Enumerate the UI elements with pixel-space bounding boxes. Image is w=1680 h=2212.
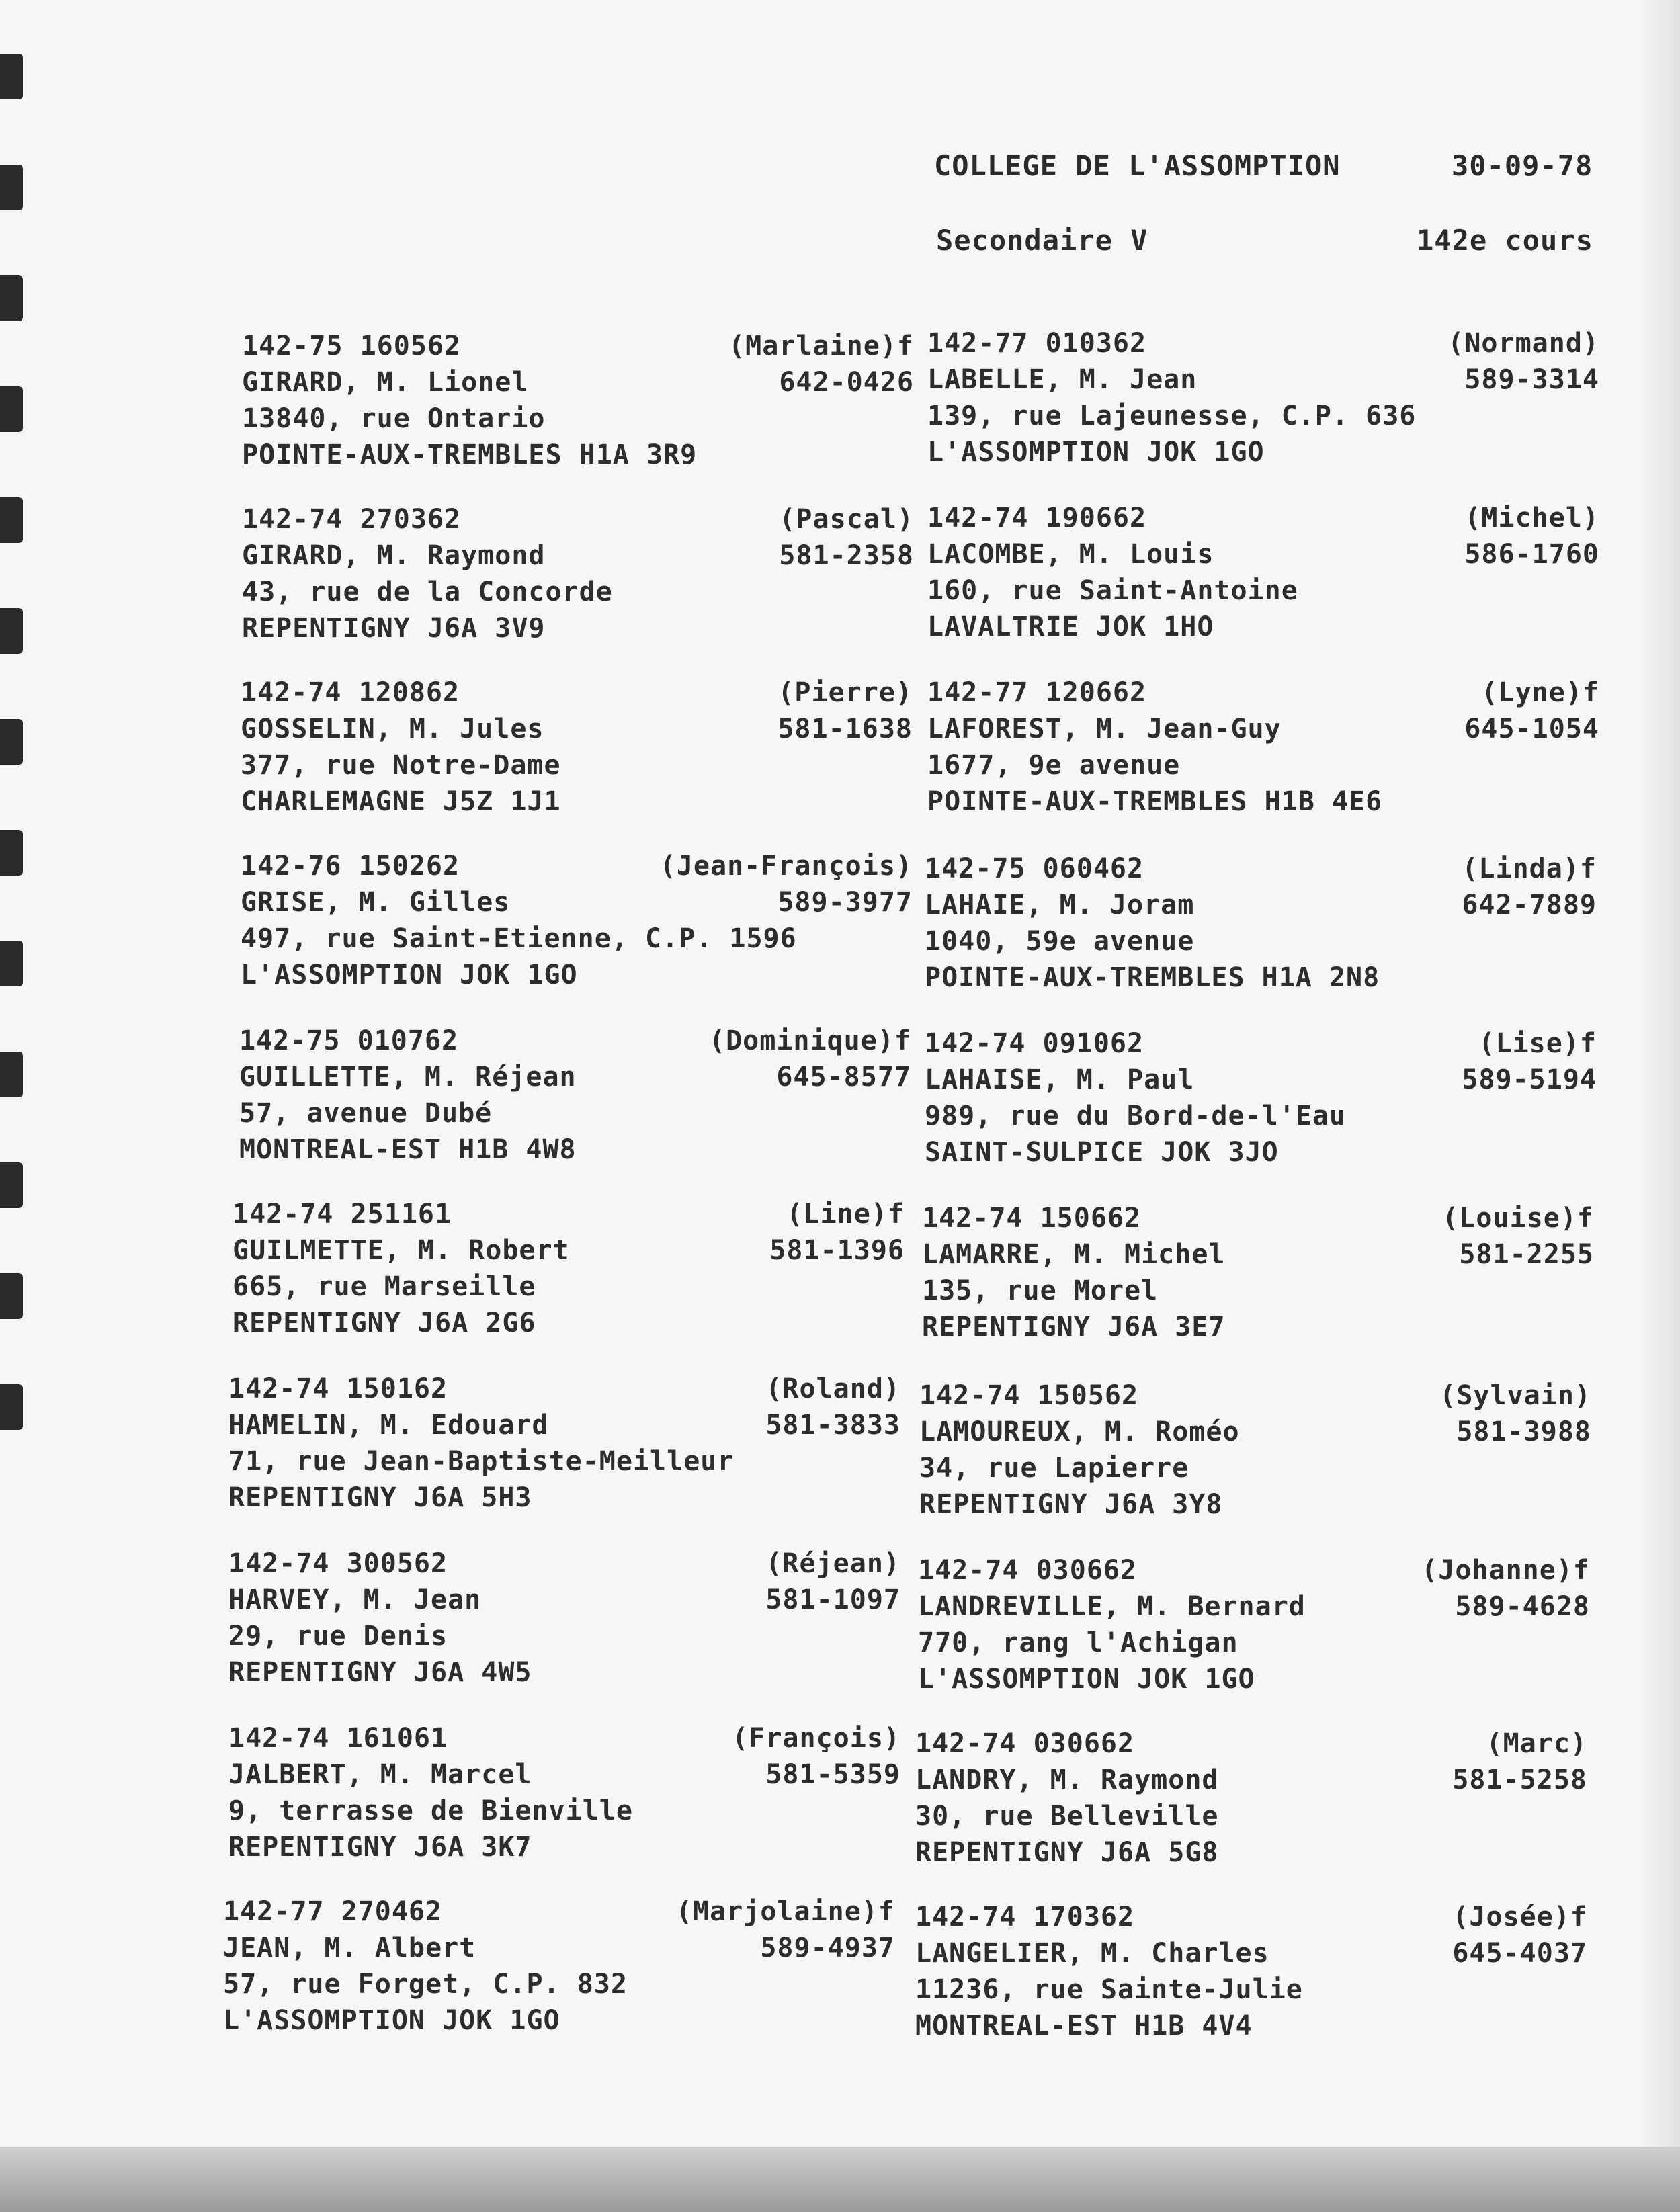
phone-number: 581-2255 <box>1459 1239 1594 1270</box>
student-entry <box>927 500 1599 654</box>
parent-name: JEAN, M. Albert <box>223 1932 476 1963</box>
student-code: 142-74 120862 <box>241 677 460 708</box>
binding-hole <box>0 941 23 986</box>
level-label: Secondaire V <box>936 224 1148 257</box>
parent-name: GUILLETTE, M. Réjean <box>239 1062 577 1093</box>
city-postal: POINTE-AUX-TREMBLES H1A 3R9 <box>242 439 698 470</box>
phone-number: 586-1760 <box>1464 539 1599 570</box>
student-code: 142-74 251161 <box>233 1199 452 1230</box>
student-entry <box>918 1552 1590 1707</box>
phone-number: 645-4037 <box>1452 1938 1587 1969</box>
city-postal: LAVALTRIE JOK 1HO <box>927 611 1214 642</box>
student-code: 142-74 150562 <box>919 1380 1139 1411</box>
phone-number: 581-1097 <box>765 1584 900 1615</box>
phone-number: 589-3977 <box>778 887 913 918</box>
student-first-name: (Pierre) <box>778 677 913 708</box>
city-postal: REPENTIGNY J6A 3Y8 <box>919 1489 1223 1520</box>
street-address: 160, rue Saint-Antoine <box>927 575 1298 606</box>
parent-name: LANGELIER, M. Charles <box>915 1938 1269 1969</box>
student-code: 142-74 030662 <box>918 1555 1138 1586</box>
parent-name: LAMOUREUX, M. Roméo <box>919 1416 1240 1447</box>
phone-number: 581-3988 <box>1456 1416 1591 1447</box>
student-entry <box>242 328 914 482</box>
student-first-name: (Roland) <box>765 1373 900 1404</box>
parent-name: LAHAIE, M. Joram <box>925 890 1195 921</box>
student-entry <box>241 675 913 829</box>
city-postal: L'ASSOMPTION JOK 1GO <box>241 960 578 990</box>
phone-number: 645-8577 <box>776 1062 911 1093</box>
institution-title: COLLEGE DE L'ASSOMPTION <box>934 149 1341 182</box>
student-entry <box>228 1720 900 1875</box>
phone-number: 589-3314 <box>1464 364 1599 395</box>
student-entry <box>925 1025 1597 1180</box>
phone-number: 642-7889 <box>1462 890 1597 921</box>
scan-bottom-edge <box>0 2147 1680 2212</box>
binding-hole <box>0 386 23 432</box>
phone-number: 589-5194 <box>1462 1064 1597 1095</box>
page-edge <box>1640 0 1680 2147</box>
parent-name: GIRARD, M. Lionel <box>242 367 529 398</box>
city-postal: REPENTIGNY J6A 3V9 <box>242 613 546 644</box>
city-postal: REPENTIGNY J6A 4W5 <box>228 1657 532 1688</box>
city-postal: POINTE-AUX-TREMBLES H1A 2N8 <box>925 962 1380 993</box>
student-first-name: (Louise)f <box>1442 1203 1594 1234</box>
student-code: 142-77 010362 <box>927 328 1147 359</box>
street-address: 71, rue Jean-Baptiste-Meilleur <box>228 1446 734 1477</box>
student-first-name: (Réjean) <box>765 1548 900 1579</box>
student-entry <box>915 1899 1587 2053</box>
city-postal: L'ASSOMPTION JOK 1GO <box>223 2005 560 2036</box>
student-code: 142-74 030662 <box>915 1728 1135 1759</box>
city-postal: REPENTIGNY J6A 3E7 <box>922 1312 1226 1343</box>
student-first-name: (Line)f <box>786 1199 905 1230</box>
phone-number: 581-1396 <box>769 1235 905 1266</box>
city-postal: CHARLEMAGNE J5Z 1J1 <box>241 786 561 817</box>
street-address: 34, rue Lapierre <box>919 1453 1189 1484</box>
student-code: 142-76 150262 <box>241 851 460 882</box>
student-first-name: (Dominique)f <box>709 1025 911 1056</box>
student-first-name: (Normand) <box>1447 328 1599 359</box>
parent-name: HAMELIN, M. Edouard <box>228 1410 549 1441</box>
student-entry <box>242 501 914 656</box>
student-code: 142-74 300562 <box>228 1548 448 1579</box>
binding-hole <box>0 497 23 543</box>
street-address: 139, rue Lajeunesse, C.P. 636 <box>927 400 1417 431</box>
binding-hole <box>0 830 23 876</box>
parent-name: LABELLE, M. Jean <box>927 364 1198 395</box>
binding-hole <box>0 1384 23 1430</box>
city-postal: L'ASSOMPTION JOK 1GO <box>927 437 1265 468</box>
parent-name: GUILMETTE, M. Robert <box>233 1235 570 1266</box>
student-code: 142-77 270462 <box>223 1896 443 1927</box>
parent-name: LANDRY, M. Raymond <box>915 1764 1219 1795</box>
parent-name: LACOMBE, M. Louis <box>927 539 1214 570</box>
student-code: 142-74 190662 <box>927 503 1147 534</box>
student-first-name: (Lise)f <box>1478 1028 1597 1059</box>
student-first-name: (Sylvain) <box>1439 1380 1591 1411</box>
phone-number: 581-5258 <box>1452 1764 1587 1795</box>
student-first-name: (Linda)f <box>1462 853 1597 884</box>
binding-hole <box>0 1052 23 1097</box>
city-postal: MONTREAL-EST H1B 4V4 <box>915 2010 1253 2041</box>
binding-hole <box>0 608 23 654</box>
student-entry <box>922 1200 1594 1355</box>
student-code: 142-74 150162 <box>228 1373 448 1404</box>
student-entry <box>925 851 1597 1005</box>
phone-number: 642-0426 <box>779 367 914 398</box>
street-address: 770, rang l'Achigan <box>918 1627 1238 1658</box>
student-code: 142-75 060462 <box>925 853 1144 884</box>
student-first-name: (Josée)f <box>1452 1902 1587 1932</box>
parent-name: LAFOREST, M. Jean-Guy <box>927 714 1282 745</box>
parent-name: LAMARRE, M. Michel <box>922 1239 1226 1270</box>
student-code: 142-74 270362 <box>242 504 462 535</box>
binding-hole <box>0 275 23 321</box>
phone-number: 589-4628 <box>1455 1591 1590 1622</box>
street-address: 9, terrasse de Bienville <box>228 1795 633 1826</box>
street-address: 665, rue Marseille <box>233 1271 536 1302</box>
page-date: 30-09-78 <box>1452 149 1593 182</box>
student-first-name: (Marlaine)f <box>728 331 914 361</box>
city-postal: POINTE-AUX-TREMBLES H1B 4E6 <box>927 786 1383 817</box>
street-address: 57, rue Forget, C.P. 832 <box>223 1969 628 2000</box>
parent-name: GRISE, M. Gilles <box>241 887 511 918</box>
street-address: 1040, 59e avenue <box>925 926 1195 957</box>
student-first-name: (Michel) <box>1464 503 1599 534</box>
city-postal: MONTREAL-EST H1B 4W8 <box>239 1134 577 1165</box>
phone-number: 581-3833 <box>765 1410 900 1441</box>
student-entry <box>915 1726 1587 1880</box>
student-first-name: (Marjolaine)f <box>675 1896 895 1927</box>
phone-number: 581-2358 <box>779 540 914 571</box>
parent-name: LANDREVILLE, M. Bernard <box>918 1591 1306 1622</box>
city-postal: REPENTIGNY J6A 2G6 <box>233 1308 536 1338</box>
student-entry <box>927 325 1599 480</box>
student-first-name: (Marc) <box>1486 1728 1587 1759</box>
city-postal: L'ASSOMPTION JOK 1GO <box>918 1664 1255 1695</box>
binding-hole <box>0 1273 23 1319</box>
parent-name: GIRARD, M. Raymond <box>242 540 546 571</box>
street-address: 29, rue Denis <box>228 1621 448 1652</box>
city-postal: SAINT-SULPICE JOK 3JO <box>925 1137 1279 1168</box>
phone-number: 581-1638 <box>778 714 913 745</box>
student-entry <box>927 675 1599 829</box>
student-entry <box>228 1545 900 1700</box>
student-first-name: (Johanne)f <box>1421 1555 1590 1586</box>
binding-hole <box>0 1162 23 1208</box>
city-postal: REPENTIGNY J6A 5G8 <box>915 1837 1219 1868</box>
phone-number: 581-5359 <box>765 1759 900 1790</box>
student-code: 142-77 120662 <box>927 677 1147 708</box>
student-code: 142-75 010762 <box>239 1025 459 1056</box>
student-first-name: (Pascal) <box>779 504 914 535</box>
street-address: 989, rue du Bord-de-l'Eau <box>925 1101 1347 1132</box>
street-address: 43, rue de la Concorde <box>242 577 613 607</box>
parent-name: JALBERT, M. Marcel <box>228 1759 532 1790</box>
student-first-name: (François) <box>732 1723 900 1754</box>
street-address: 13840, rue Ontario <box>242 403 546 434</box>
city-postal: REPENTIGNY J6A 3K7 <box>228 1832 532 1863</box>
student-code: 142-74 170362 <box>915 1902 1135 1932</box>
city-postal: REPENTIGNY J6A 5H3 <box>228 1482 532 1513</box>
student-entry <box>233 1196 905 1351</box>
student-code: 142-75 160562 <box>242 331 462 361</box>
course-label: 142e cours <box>1417 224 1593 257</box>
street-address: 377, rue Notre-Dame <box>241 750 561 781</box>
student-entry <box>239 1023 911 1177</box>
student-entry <box>223 1894 895 2048</box>
street-address: 497, rue Saint-Etienne, C.P. 1596 <box>241 923 797 954</box>
student-code: 142-74 091062 <box>925 1028 1144 1059</box>
student-entry <box>228 1371 900 1525</box>
phone-number: 589-4937 <box>760 1932 895 1963</box>
binding-hole <box>0 54 23 99</box>
street-address: 30, rue Belleville <box>915 1801 1219 1832</box>
parent-name: GOSSELIN, M. Jules <box>241 714 544 745</box>
phone-number: 645-1054 <box>1464 714 1599 745</box>
student-entry <box>241 848 913 1003</box>
binding-hole <box>0 165 23 210</box>
student-code: 142-74 161061 <box>228 1723 448 1754</box>
student-first-name: (Lyne)f <box>1481 677 1599 708</box>
binding-hole <box>0 719 23 765</box>
parent-name: LAHAISE, M. Paul <box>925 1064 1195 1095</box>
student-entry <box>919 1377 1591 1532</box>
street-address: 57, avenue Dubé <box>239 1098 493 1129</box>
student-code: 142-74 150662 <box>922 1203 1142 1234</box>
street-address: 1677, 9e avenue <box>927 750 1181 781</box>
street-address: 135, rue Morel <box>922 1275 1159 1306</box>
student-first-name: (Jean-François) <box>659 851 913 882</box>
street-address: 11236, rue Sainte-Julie <box>915 1974 1303 2005</box>
parent-name: HARVEY, M. Jean <box>228 1584 482 1615</box>
